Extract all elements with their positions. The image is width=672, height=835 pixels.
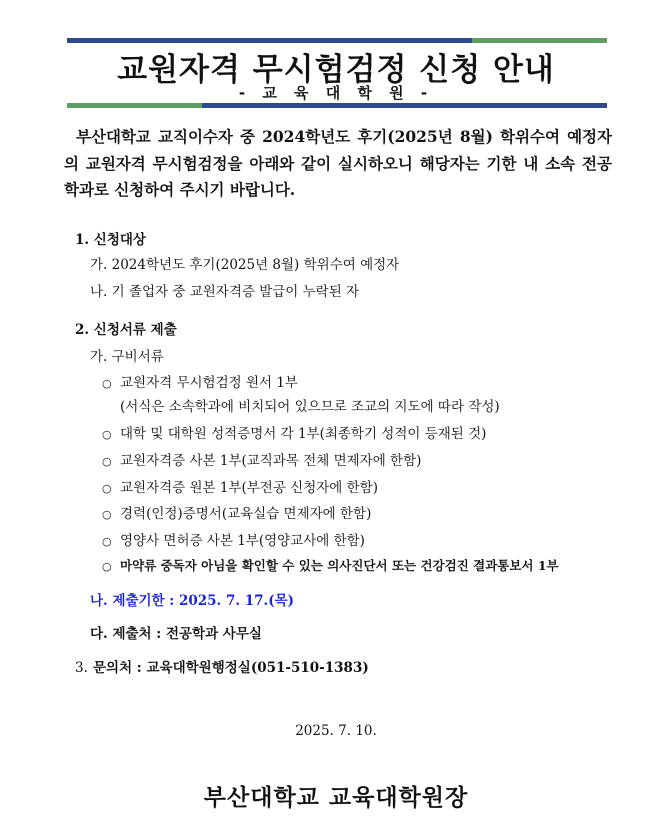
section1-item-b: 나. 기 졸업자 중 교원자격증 발급이 누락된 자 xyxy=(90,284,360,300)
deadline-text: 나. 제출기한 : 2025. 7. 17.(목) xyxy=(90,593,295,609)
top-divider-bar xyxy=(67,38,607,43)
section2-sub-a: 가. 구비서류 xyxy=(90,349,164,365)
doc-item xyxy=(102,529,365,549)
section3 xyxy=(75,656,369,676)
bullet-icon: ○ xyxy=(102,482,112,495)
document-date: 2025. 7. 10. xyxy=(295,723,377,739)
doc-item-note: (서식은 소속학과에 비치되어 있으므로 조교의 지도에 따라 작성) xyxy=(120,399,500,415)
submission-place: 다. 제출처 : 전공학과 사무실 xyxy=(90,626,262,642)
bullet-icon: ○ xyxy=(102,535,112,548)
doc-item xyxy=(102,371,298,391)
intro-text: 부산대학교 교직이수자 중 2024학년도 후기(2025년 8월) 학위수여 예정자의 교원자격 무시험검정을 아래와 같이 실시하오니 해당자는 기한 내 소속 전공학과로 신청하여 주시기 바랍니다. xyxy=(64,127,612,199)
doc-item xyxy=(102,476,378,496)
section3-number: 3. xyxy=(75,660,88,676)
doc-item xyxy=(102,502,371,522)
intro-paragraph xyxy=(64,124,612,204)
top-bar-green-segment xyxy=(472,38,607,43)
doc-item-text: 마약류 중독자 아님을 확인할 수 있는 의사진단서 또는 건강검진 결과통보서 1부 xyxy=(120,558,559,573)
doc-item xyxy=(102,422,486,442)
signature-line: 부산대학교 교육대학원장 xyxy=(203,784,469,811)
bullet-icon: ○ xyxy=(102,455,112,468)
doc-item xyxy=(102,449,421,469)
page-title: 교원자격 무시험검정 신청 안내 xyxy=(117,52,555,88)
section1-item-a: 가. 2024학년도 후기(2025년 8월) 학위수여 예정자 xyxy=(90,257,400,273)
doc-item-text: 영양사 면허증 사본 1부(영양교사에 한함) xyxy=(120,533,365,549)
bottom-divider-bar xyxy=(67,103,607,108)
section2-heading: 2. 신청서류 제출 xyxy=(75,322,177,338)
doc-item-text: 교원자격증 사본 1부(교직과목 전체 면제자에 한함) xyxy=(120,453,422,469)
doc-item-text: 교원자격증 원본 1부(부전공 신청자에 한함) xyxy=(120,480,378,496)
bullet-icon: ○ xyxy=(102,508,112,521)
bullet-icon: ○ xyxy=(102,560,112,573)
doc-item-bold xyxy=(102,556,559,574)
bullet-icon: ○ xyxy=(102,428,112,441)
page-subtitle: - 교 육 대 학 원 - xyxy=(238,84,434,102)
section1-heading: 1. 신청대상 xyxy=(75,232,146,248)
doc-item-text: 교원자격 무시험검정 원서 1부 xyxy=(120,375,298,391)
bottom-bar-navy-segment xyxy=(202,103,607,108)
top-bar-navy-segment xyxy=(67,38,472,43)
contact-info: 문의처 : 교육대학원행정실(051-510-1383) xyxy=(92,660,369,676)
bottom-bar-green-segment xyxy=(67,103,202,108)
doc-item-text: 경력(인정)증명서(교육실습 면제자에 한함) xyxy=(120,506,372,522)
bullet-icon: ○ xyxy=(102,377,112,390)
doc-item-text: 대학 및 대학원 성적증명서 각 1부(최종학기 성적이 등재된 것) xyxy=(120,426,487,442)
